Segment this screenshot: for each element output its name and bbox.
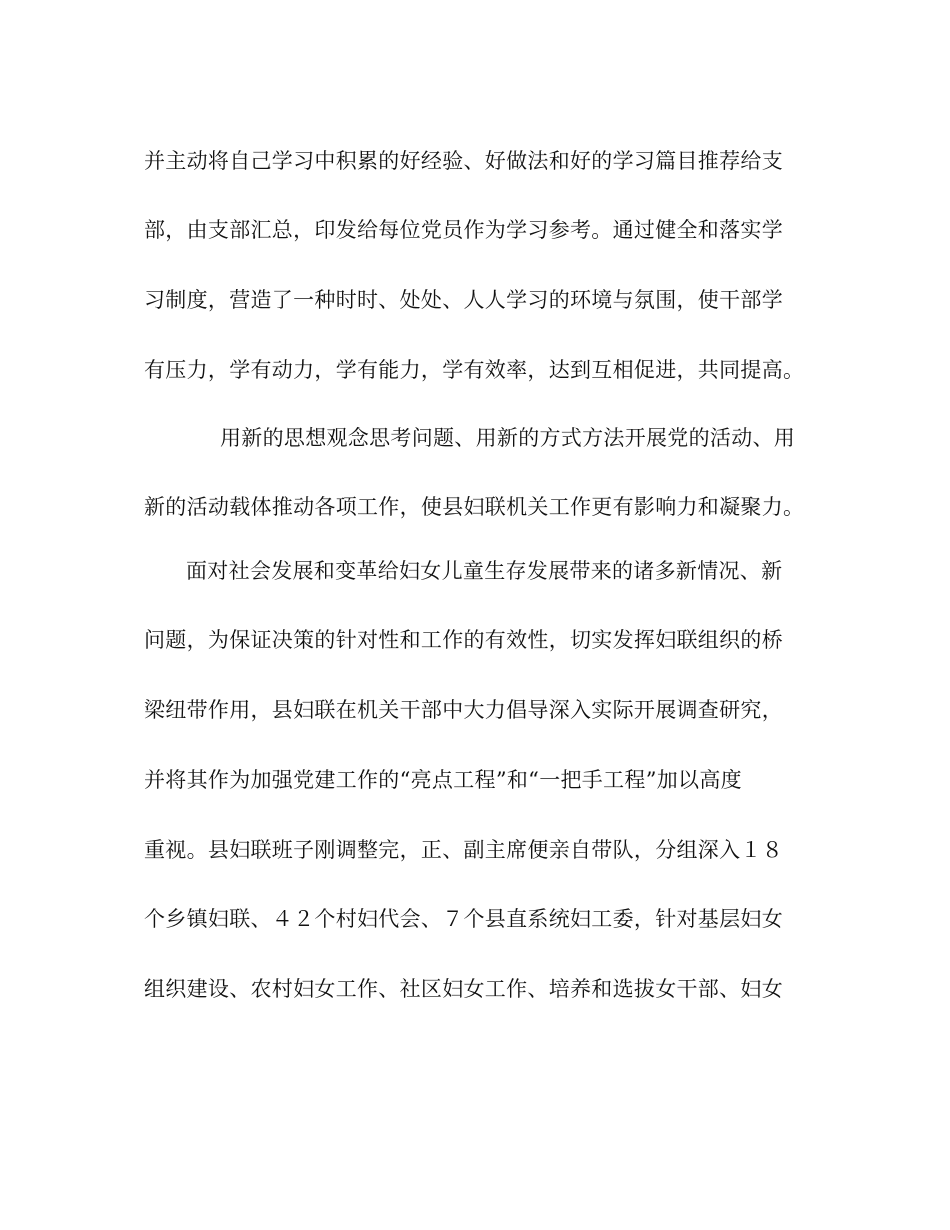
text-line-4: 有压力，学有动力，学有能力，学有效率，达到互相促进，共同提高。 [144, 358, 805, 382]
text-line-12: 个乡镇妇联、４２个村妇代会、７个县直系统妇工委，针对基层妇女 [144, 907, 783, 931]
text-line-10: 并将其作为加强党建工作的“亮点工程”和“一把手工程”加以高度 [144, 768, 742, 792]
text-line-5: 用新的思想观念思考问题、用新的方式方法开展党的活动、用 [220, 426, 796, 450]
text-line-6: 新的活动载体推动各项工作，使县妇联机关工作更有影响力和凝聚力。 [144, 495, 805, 519]
text-line-13: 组织建设、农村妇女工作、社区妇女工作、培养和选拔女干部、妇女 [144, 977, 783, 1001]
text-line-3: 习制度，营造了一种时时、处处、人人学习的环境与氛围，使干部学 [144, 288, 783, 312]
text-line-9: 梁纽带作用，县妇联在机关干部中大力倡导深入实际开展调查研究， [144, 698, 783, 722]
text-line-8: 问题，为保证决策的针对性和工作的有效性，切实发挥妇联组织的桥 [144, 628, 783, 652]
text-line-2: 部，由支部汇总，印发给每位党员作为学习参考。通过健全和落实学 [144, 218, 783, 242]
text-line-1: 并主动将自己学习中积累的好经验、好做法和好的学习篇目推荐给支 [144, 149, 783, 173]
text-line-11: 重视。县妇联班子刚调整完，正、副主席便亲自带队，分组深入１８ [144, 838, 783, 862]
text-line-7: 面对社会发展和变革给妇女儿童生存发展带来的诸多新情况、新 [186, 559, 783, 583]
